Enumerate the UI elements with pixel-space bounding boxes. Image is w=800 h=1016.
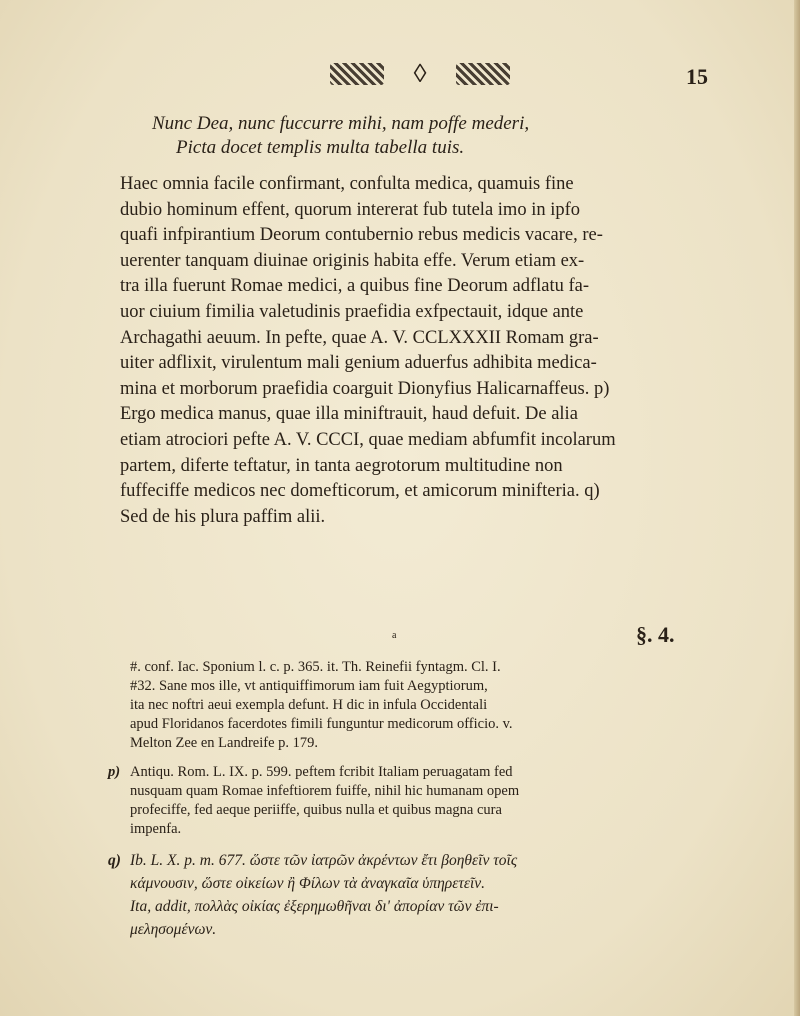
signature-mark: a [392,630,397,641]
body-line: uor ciuium fimilia valetudinis praefidia exfpectauit, idque ante [120,301,584,322]
footnotes [108,658,710,951]
footnote-line: Ita, addit, πολλὰς οἰκίας ἐξερημωθῆναι δι' ἀπορίαν τῶν ἐπι- [130,898,499,915]
footnote-line: #. conf. Iac. Sponium l. c. p. 365. it. Th. Reinefii fyntagm. Cl. I. [130,659,501,675]
body-line: dubio hominum effent, quorum intererat fub tutela imo in ipfo [120,199,581,220]
verse-line-1: Nunc Dea, nunc fuccurre mihi, nam poffe mederi, [152,113,530,134]
body-line: Haec omnia facile confirmant, confulta medica, quamuis fine [120,174,574,194]
body-line: fuffeciffe medicos nec domefticorum, et amicorum minifteria. q) [120,481,600,502]
footnote [108,849,710,941]
body-line: mina et morborum praefidia coarguit Dionyfius Halicarnaffeus. p) [120,378,610,399]
page-edge [794,0,800,1016]
ornament-left-icon [330,63,384,85]
footnote-line: Melton Zee en Landreife p. 179. [130,735,319,751]
page-number: 15 [686,64,708,89]
footnote-line: μελησομένων. [130,921,217,938]
footnote-label: q) [108,852,121,869]
footnote-line: ita nec noftri aeui exempla defunt. H dic in infula Occidentali [130,697,488,713]
verse-line-2: Picta docet templis multa tabella tuis. [176,137,465,158]
body-line: etiam atrociori pefte A. V. CCCI, quae mediam abfumfit incolarum [120,429,616,450]
body-line: Archagathi aeuum. In pefte, quae A. V. CCLXXXII Romam gra- [120,327,599,348]
ornament-center-icon: ◊ [413,59,427,88]
body-paragraph [120,172,700,530]
footnote-line: Ib. L. X. p. m. 677. ὥστε τῶν ἰατρῶν ἀκρέντων ἔτι βοηθεῖν τοῖς [130,852,518,869]
footnote-line: Antiqu. Rom. L. IX. p. 599. peftem fcribit Italiam peruagatam fed [130,764,513,780]
body-line: tra illa fuerunt Romae medici, a quibus fine Deorum adflatu fa- [120,276,590,297]
footnote-line: κάμνουσιν, ὥστε οἰκείων ἢ Φίλων τὰ ἀναγκαῖα ὑπηρετεῖν. [130,875,486,892]
footnote-line: impenfa. [130,821,182,837]
section-heading: §. 4. [636,622,675,647]
body-line: partem, diferte teftatur, in tanta aegrotorum multitudine non [120,455,563,476]
body-line: Ergo medica manus, quae illa miniftrauit, haud defuit. De alia [120,404,578,425]
footnote-line: apud Floridanos facerdotes fimili funguntur medicorum officio. v. [130,716,513,732]
footnote [130,658,710,753]
body-line: uerenter tanquam diuinae originis habita effe. Verum etiam ex- [120,250,585,271]
footnote-line: #32. Sane mos ille, vt antiquiffimorum iam fuit Aegyptiorum, [130,678,488,694]
body-line: Sed de his plura paffim alii. [120,506,326,527]
footnote-label: p) [108,764,121,780]
body-line: uiter adflixit, virulentum mali genium aduerfus adhibita medica- [120,353,597,374]
ornament-right-icon [456,63,510,85]
footnote [108,763,710,839]
header-ornament [330,58,510,90]
footnote-line: profeciffe, fed aeque periiffe, quibus nulla et quibus magna cura [130,802,502,818]
footnote-line: nusquam quam Romae infeftiorem fuiffe, nihil hic humanam opem [130,783,520,799]
body-line: quafi infpirantium Deorum contubernio rebus medicis vacare, re- [120,225,603,246]
